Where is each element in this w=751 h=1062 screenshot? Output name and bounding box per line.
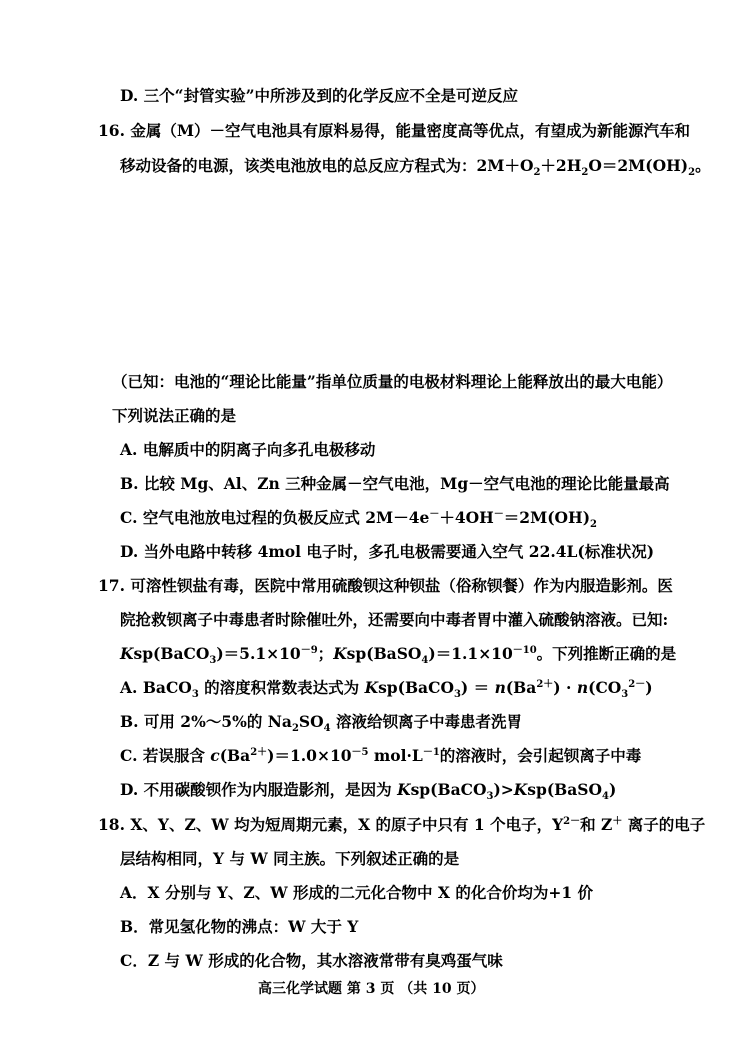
- q18-option-a: A．X 分别与 Y、Z、W 形成的二元化合物中 X 的化合价均为+1 价: [120, 883, 594, 902]
- page-footer: 高三化学试题 第 3 页 （共 10 页）: [258, 981, 485, 997]
- q16-option-b: B. 比较 Mg、Al、Zn 三种金属－空气电池，Mg－空气电池的理论比能量最高: [120, 474, 670, 493]
- q16-note: （已知：电池的“理论比能量”指单位质量的电极材料理论上能释放出的最大电能）: [112, 372, 673, 391]
- q17-option-b: B. 可用 2%～5%的 $Na_2SO_4$ 溶液给钡离子中毒患者洗胃: [120, 712, 522, 735]
- q18-stem-line2: 层结构相同，Y 与 W 同主族。下列叙述正确的是: [120, 849, 460, 868]
- q16-stem-line1: 16. 金属（M）－空气电池具有原料易得，能量密度高等优点，有望成为新能源汽车和: [98, 121, 691, 140]
- q18-option-b: B．常见氢化物的沸点：W 大于 Y: [120, 917, 359, 936]
- q17-stem-line2: 院抢救钡离子中毒患者时除催吐外，还需要向中毒者胃中灌入硫酸钠溶液。已知:: [120, 610, 669, 629]
- q15-option-d: D. 三个“封管实验”中所涉及到的化学反应不全是可逆反应: [120, 86, 519, 105]
- q17-option-c: C. 若误服含 $c(Ba^{2+})=1.0\times 10^{-5}$ $mol\cdot L^{-1}$的溶液时，会引起钡离子中毒: [120, 746, 642, 765]
- q17-option-d: D. 不用碳酸钡作为内服造影剂，是因为 Ksp(BaCO$_3$)>Ksp(BaSO$_4$): [120, 780, 617, 803]
- q16-option-c: C. 空气电池放电过程的负极反应式 $2M-4e^-+4OH^-=2M(OH)_2$: [120, 508, 598, 531]
- q17-stem-line1: 17. 可溶性钡盐有毒，医院中常用硫酸钡这种钡盐（俗称钡餐）作为内服造影剂。医: [98, 576, 673, 595]
- q17-ksp-values: $Ksp(BaCO_3)=5.1\times 10^{-9}$；$Ksp(BaSO_4)=1.1\times 10^{-10}$。下列推断正确的是: [120, 644, 677, 667]
- q17-option-a: A. BaCO$_3$ 的溶度积常数表达式为 Ksp(BaCO$_3$) ＝ $n(Ba^{2+}) \cdot n(CO_3^{2-})$: [120, 678, 653, 701]
- q16-option-d: D. 当外电路中转移 4mol 电子时，多孔电极需要通入空气 22.4L(标准状况): [120, 542, 655, 561]
- q16-option-a: A. 电解质中的阴离子向多孔电极移动: [120, 440, 376, 459]
- q18-option-c: C．Z 与 W 形成的化合物，其水溶液常带有臭鸡蛋气味: [120, 951, 503, 970]
- q16-stem-line2: 移动设备的电源，该类电池放电的总反应方程式为：$2M+O_2+2H_2O=2M(OH)_2$。: [120, 156, 711, 179]
- q18-stem-line1: 18. X、Y、Z、W 均为短周期元素，X 的原子中只有 1 个电子，$Y^{2-}$和 Z＋ 离子的电子: [98, 815, 706, 834]
- q16-prompt: 下列说法正确的是: [112, 406, 237, 425]
